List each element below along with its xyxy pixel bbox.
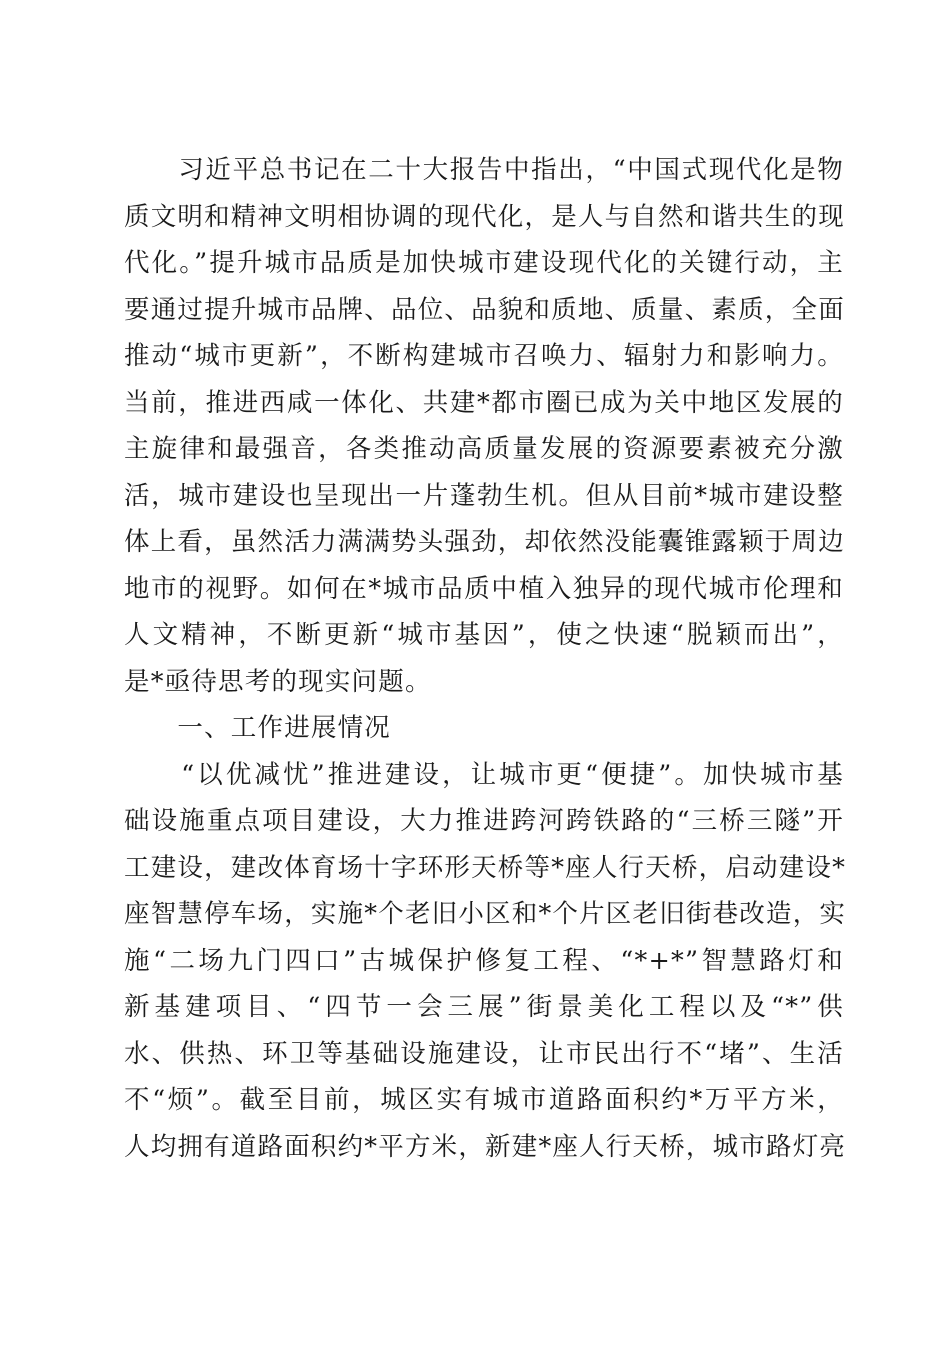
text-line: 施“二场九门四口”古城保护修复工程、“*+*”智慧路灯和 (124, 945, 844, 976)
text-line: 人文精神，不断更新“城市基因”，使之快速“脱颖而出”， (124, 620, 845, 650)
text-line: 要通过提升城市品牌、品位、品貌和质地、质量、素质，全面 (124, 294, 845, 325)
section-heading (124, 705, 844, 752)
text-line: 水、供热、环卫等基础设施建设，让市民出行不“堵”、生活 (124, 1038, 844, 1069)
paragraph-section-1 (124, 752, 847, 1171)
text-line: 地市的视野。如何在*城市品质中植入独异的现代城市伦理和 (124, 573, 844, 604)
text-line: 础设施重点项目建设，大力推进跨河跨铁路的“三桥三隧”开 (124, 806, 844, 836)
text-line: 代化。”提升城市品质是加快城市建设现代化的关键行动，主 (124, 248, 844, 278)
text-line: 质文明和精神文明相协调的现代化，是人与自然和谐共生的现 (124, 201, 845, 232)
text-line: 当前，推进西咸一体化、共建*都市圈已成为关中地区发展的 (124, 387, 844, 418)
text-line: 不“烦”。截至目前，城区实有城市道路面积约*万平方米， (124, 1085, 844, 1115)
paragraph-intro (124, 147, 844, 705)
text-line: 推动“城市更新”，不断构建城市召唤力、辐射力和影响力。 (124, 341, 844, 371)
text-line: 座智慧停车场，实施*个老旧小区和*个片区老旧街巷改造，实 (124, 899, 847, 929)
text-line-last: 是*亟待思考的现实问题。 (124, 666, 432, 697)
text-line: 工建设，建改体育场十字环形天桥等*座人行天桥，启动建设* (124, 852, 847, 883)
text-line: 体上看，虽然活力满满势头强劲，却依然没能囊锥露颖于周边 (124, 527, 845, 557)
text-line: 人均拥有道路面积约*平方米，新建*座人行天桥，城市路灯亮 (124, 1131, 847, 1162)
text-line: 新基建项目、“四节一会三展”街景美化工程以及“*”供 (124, 992, 844, 1022)
document-body (124, 147, 847, 1170)
text-line: 活，城市建设也呈现出一片蓬勃生机。但从目前*城市建设整 (124, 480, 844, 511)
text-line: “以优减忧”推进建设，让城市更“便捷”。加快城市基 (124, 759, 844, 790)
text-line: 主旋律和最强音，各类推动高质量发展的资源要素被充分激 (124, 434, 844, 464)
text-line: 习近平总书记在二十大报告中指出，“中国式现代化是物 (124, 155, 844, 185)
heading-text: 一、工作进展情况 (124, 713, 392, 743)
